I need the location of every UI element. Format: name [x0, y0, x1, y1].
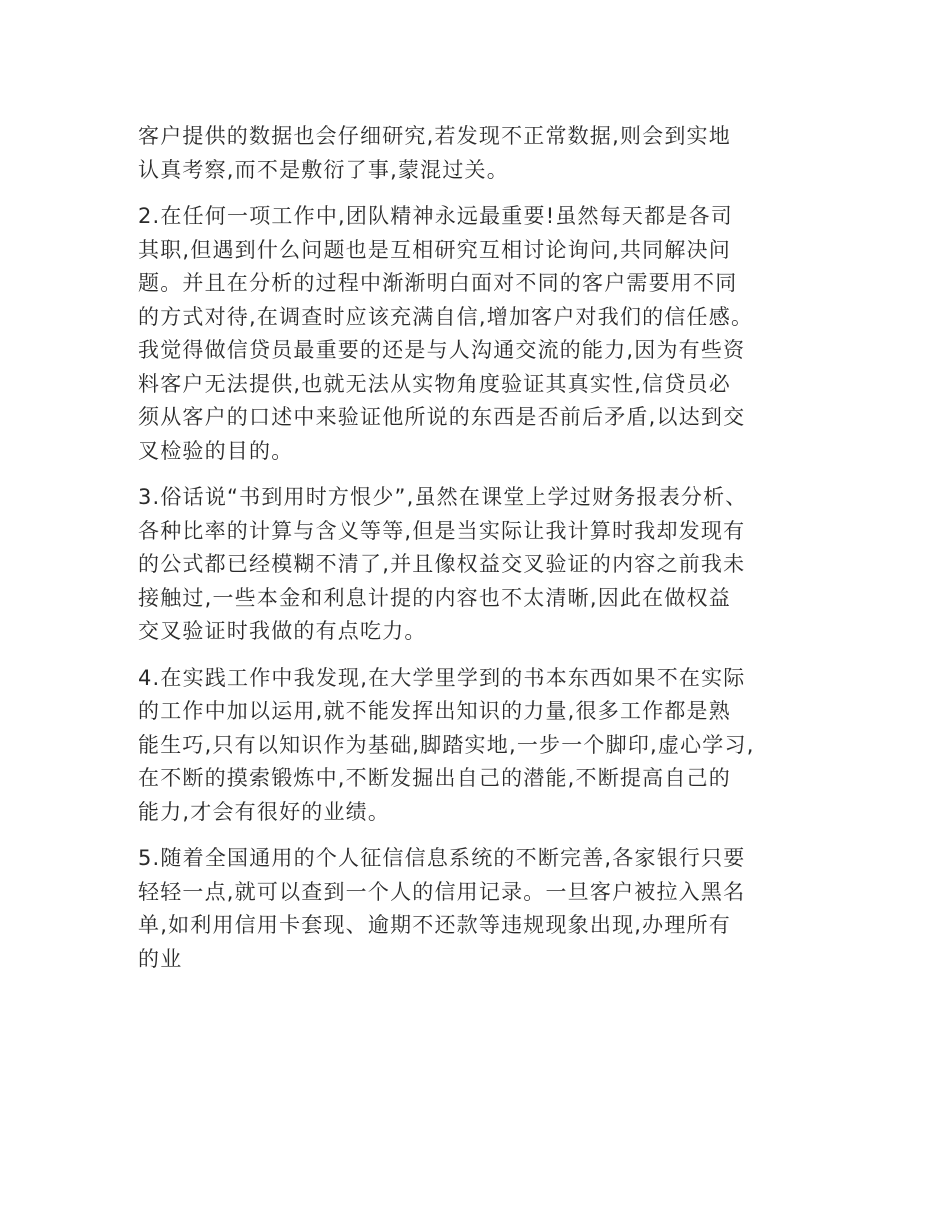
- document-body: [138, 120, 818, 989]
- paragraph-continuation: [138, 120, 818, 187]
- text-line: 能生巧,只有以知识作为基础,脚踏实地,一步一个脚印,虚心学习,: [138, 732, 755, 757]
- paragraph-item-5: [138, 842, 818, 976]
- text-line: 的方式对待,在调查时应该充满自信,增加客户对我们的信任感。: [138, 304, 754, 329]
- text-line: 其职,但遇到什么问题也是互相研究互相讨论询问,共同解决问: [138, 237, 731, 262]
- text-line: 的业: [138, 946, 183, 971]
- text-line: 2.在任何一项工作中,团队精神永远最重要!虽然每天都是各司: [138, 204, 733, 228]
- text-line: 5.随着全国通用的个人征信信息系统的不断完善,各家银行只要: [138, 846, 746, 870]
- text-line: 叉检验的目的。: [138, 438, 294, 463]
- text-line: 能力,才会有很好的业绩。: [138, 799, 391, 824]
- text-line: 客户提供的数据也会仔细研究,若发现不正常数据,则会到实地: [138, 124, 731, 148]
- text-line: 须从客户的口述中来验证他所说的东西是否前后矛盾,以达到交: [138, 405, 746, 429]
- text-line: 认真考察,而不是敷衍了事,蒙混过关。: [138, 157, 509, 182]
- text-line: 题。并且在分析的过程中渐渐明白面对不同的客户需要用不同: [138, 271, 738, 295]
- text-line: 我觉得做信贷员最重要的还是与人沟通交流的能力,因为有些资: [138, 338, 746, 362]
- text-line: 接触过,一些本金和利息计提的内容也不太清晰,因此在做权益: [138, 585, 731, 610]
- text-line: 交叉验证时我做的有点吃力。: [138, 619, 427, 643]
- paragraph-item-4: [138, 662, 818, 830]
- paragraph-item-3: [138, 481, 818, 649]
- text-line: 轻轻一点,就可以查到一个人的信用记录。一旦客户被拉入黑名: [138, 879, 746, 904]
- text-line: 料客户无法提供,也就无法从实物角度验证其真实性,信贷员必: [138, 371, 731, 396]
- text-line: 单,如利用信用卡套现、逾期不还款等违规现象出现,办理所有: [138, 913, 731, 937]
- text-line: 4.在实践工作中我发现,在大学里学到的书本东西如果不在实际: [138, 665, 746, 690]
- paragraph-item-2: [138, 200, 818, 468]
- text-line: 在不断的摸索锻炼中,不断发掘出自己的潜能,不断提高自己的: [138, 766, 731, 790]
- text-line: 的公式都已经模糊不清了,并且像权益交叉验证的内容之前我未: [138, 552, 746, 576]
- text-line: 3.俗话说“书到用时方恨少”,虽然在课堂上学过财务报表分析、: [138, 485, 748, 509]
- text-line: 的工作中加以运用,就不能发挥出知识的力量,很多工作都是熟: [138, 699, 731, 723]
- text-line: 各种比率的计算与含义等等,但是当实际让我计算时我却发现有: [138, 518, 746, 543]
